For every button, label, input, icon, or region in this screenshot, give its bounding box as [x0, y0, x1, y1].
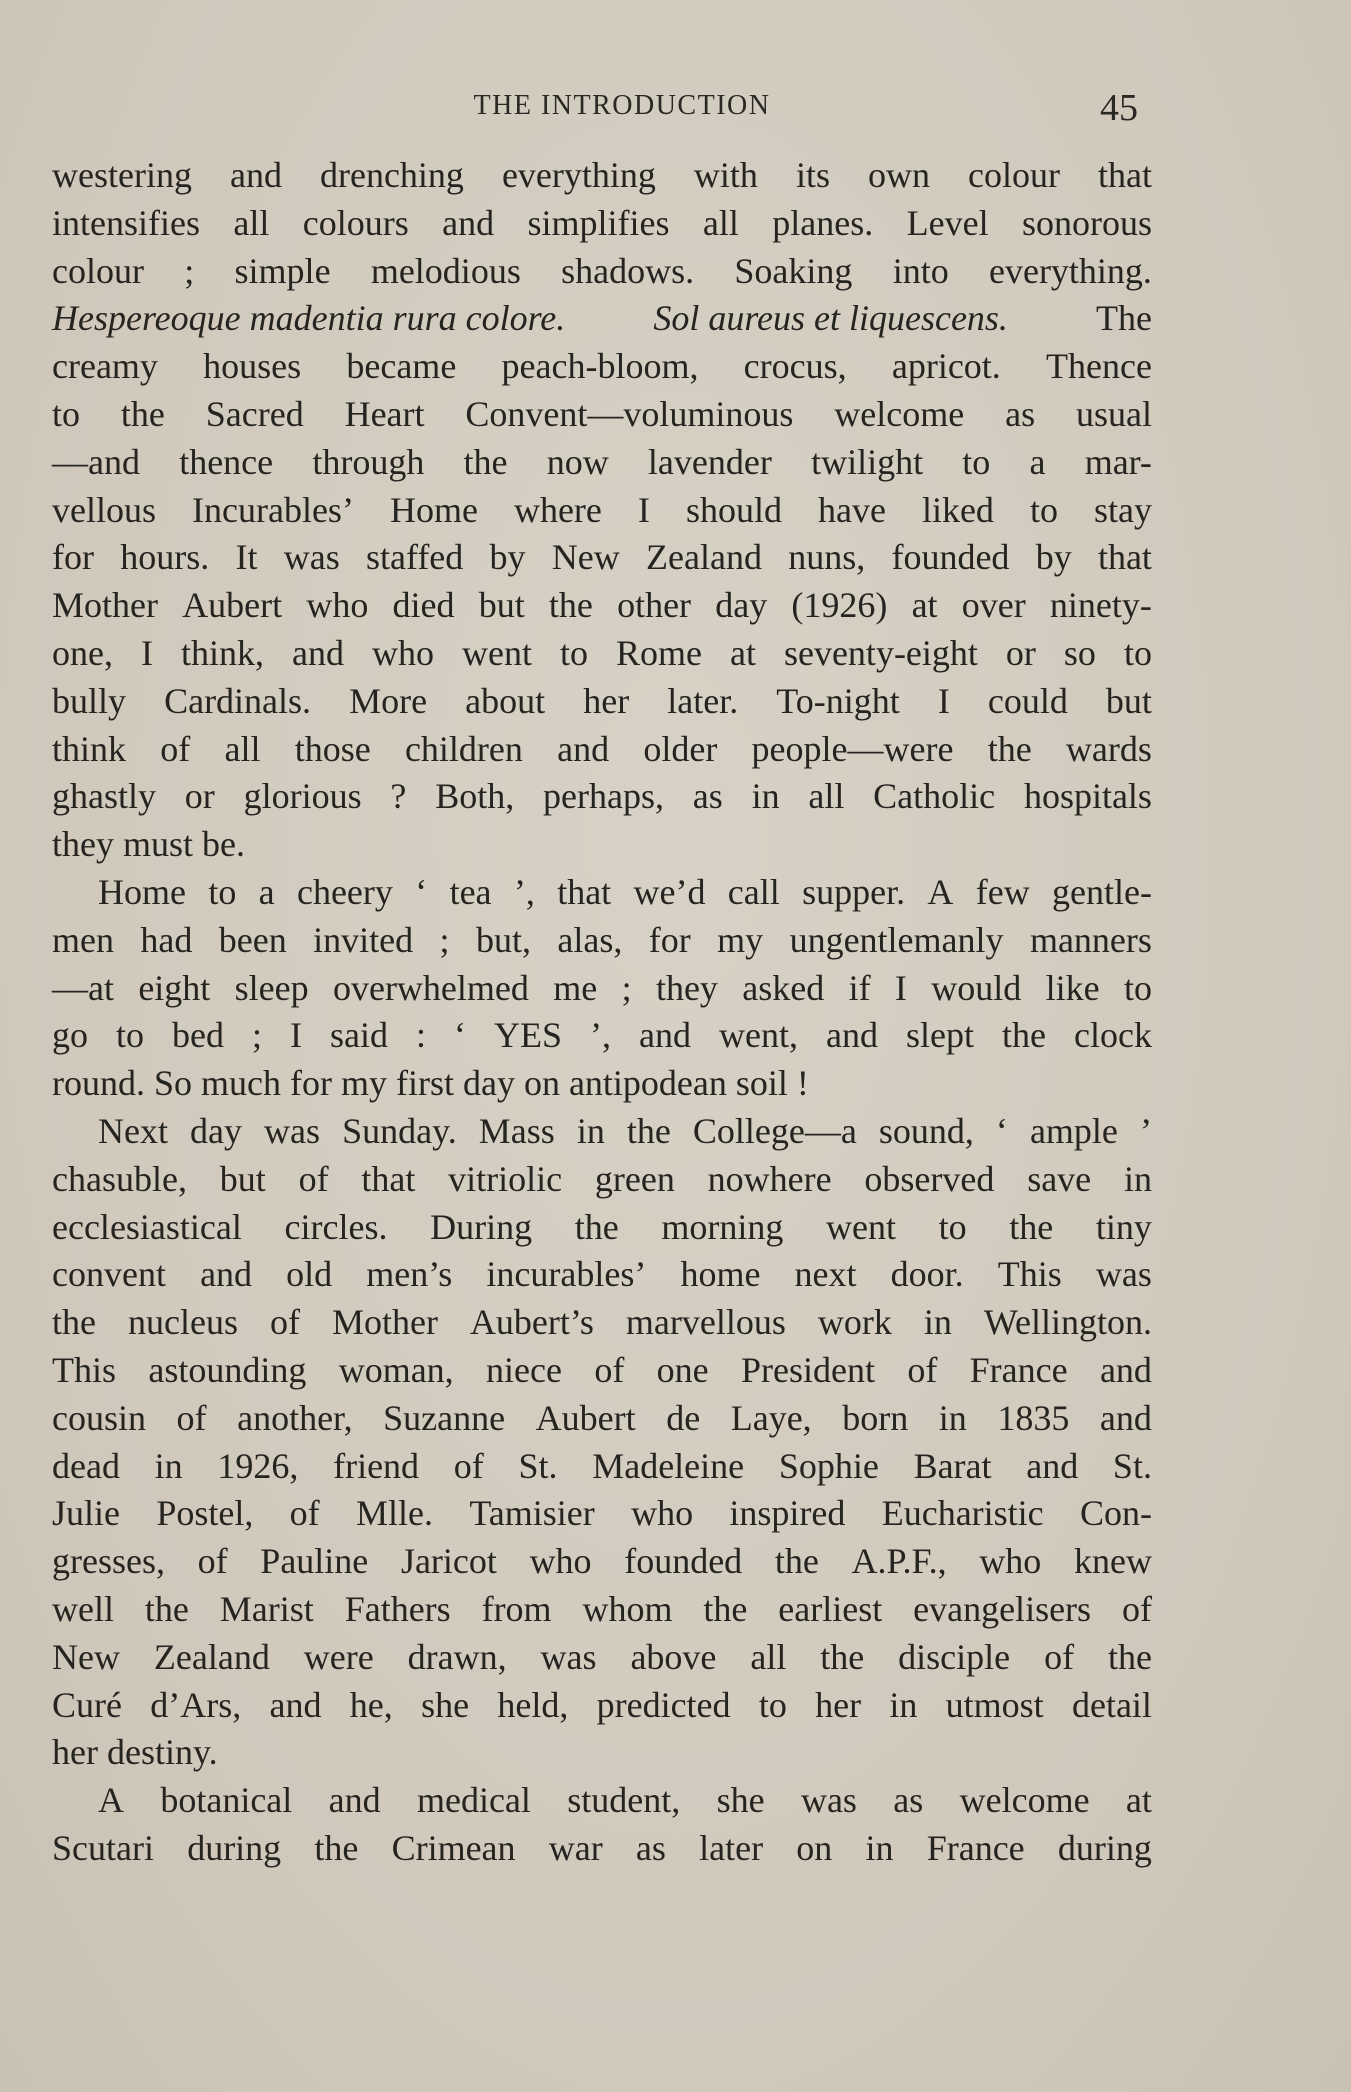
text-line: convent and old men’s incurables’ home next door. This was — [52, 1254, 1152, 1295]
text-line: creamy houses became peach-bloom, crocus, apricot. Thence — [52, 346, 1152, 387]
text-line: gresses, of Pauline Jaricot who founded the A.P.F., who knew — [52, 1541, 1152, 1582]
text-line — [52, 295, 1152, 343]
text-line: colour ; simple melodious shadows. Soaking into everything. — [52, 250, 1152, 291]
text-line: go to bed ; I said : ‘ YES ’, and went, and slept the clock — [52, 1015, 1152, 1056]
text-line: well the Marist Fathers from whom the earliest evangelisers of — [52, 1588, 1152, 1629]
text-line: Julie Postel, of Mlle. Tamisier who inspired Eucharistic Con- — [52, 1493, 1152, 1534]
text-line: —at eight sleep overwhelmed me ; they asked if I would like to — [52, 967, 1152, 1008]
text-line: to the Sacred Heart Convent—voluminous welcome as usual — [52, 393, 1152, 434]
text-line: one, I think, and who went to Rome at seventy-eight or so to — [52, 632, 1152, 673]
latin-quote: Sol aureus et liquescens. — [653, 298, 1008, 339]
text-line: Curé d’Ars, and he, she held, predicted to her in utmost detail — [52, 1684, 1152, 1725]
text-line: ecclesiastical circles. During the morning went to the tiny — [52, 1206, 1152, 1247]
text-line: westering and drenching everything with its own colour that — [52, 155, 1152, 195]
text-line: think of all those children and older people—were the wards — [52, 728, 1152, 769]
text-line: —and thence through the now lavender twilight to a mar- — [52, 441, 1152, 482]
text-line: Next day was Sunday. Mass in the College—a sound, ‘ ample ’ — [98, 1110, 1152, 1151]
page-number: 45 — [1100, 87, 1138, 129]
text-line: round. So much for my first day on antipodean soil ! — [52, 1063, 809, 1104]
text-line: intensifies all colours and simplifies all planes. Level sonorous — [52, 202, 1152, 243]
text-line: bully Cardinals. More about her later. To-night I could but — [52, 680, 1152, 721]
text-line: vellous Incurables’ Home where I should have liked to stay — [52, 489, 1152, 530]
text-line: ghastly or glorious ? Both, perhaps, as in all Catholic hospitals — [52, 776, 1152, 817]
text-line: dead in 1926, friend of St. Madeleine Sophie Barat and St. — [52, 1445, 1152, 1486]
text-line: Home to a cheery ‘ tea ’, that we’d call supper. A few gentle- — [98, 871, 1152, 912]
text-line: New Zealand were drawn, was above all the disciple of the — [52, 1636, 1152, 1677]
text-word: The — [1096, 298, 1152, 339]
text-line: This astounding woman, niece of one President of France and — [52, 1349, 1152, 1390]
text-line: chasuble, but of that vitriolic green nowhere observed save in — [52, 1158, 1152, 1199]
text-line: cousin of another, Suzanne Aubert de Laye, born in 1835 and — [52, 1397, 1152, 1438]
body-text — [52, 152, 1152, 1873]
running-head: THE INTRODUCTION — [473, 90, 771, 121]
text-line: A botanical and medical student, she was as welcome at — [98, 1780, 1152, 1821]
text-line: her destiny. — [52, 1732, 218, 1773]
text-line: the nucleus of Mother Aubert’s marvellous work in Wellington. — [52, 1302, 1152, 1343]
text-line: Mother Aubert who died but the other day (1926) at over ninety- — [52, 585, 1152, 626]
text-line: Scutari during the Crimean war as later on in France during — [52, 1827, 1152, 1868]
latin-quote: Hespereoque madentia rura colore. — [52, 298, 566, 339]
text-line: for hours. It was staffed by New Zealand nuns, founded by that — [52, 537, 1152, 578]
text-line: they must be. — [52, 824, 245, 865]
text-line: men had been invited ; but, alas, for my ungentlemanly manners — [52, 919, 1152, 960]
